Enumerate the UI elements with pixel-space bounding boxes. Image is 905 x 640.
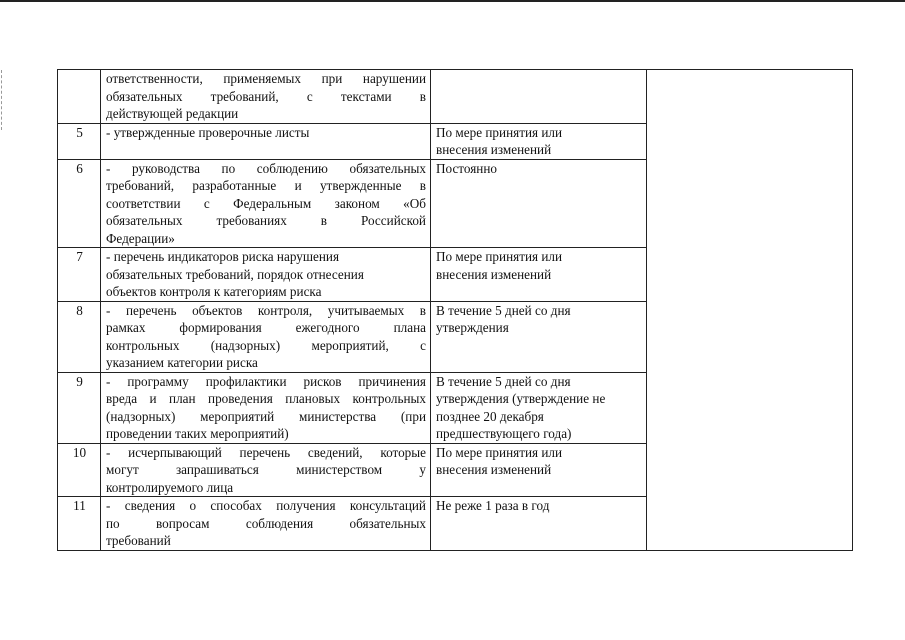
description-line: по вопросам соблюдения обязательных [106,515,426,531]
deadline-line: утверждения [436,320,509,335]
description-line: проведении таких мероприятий) [106,426,289,441]
description-line: - программу профилактики рисков причинения [106,373,426,389]
row-description [101,372,431,443]
row-deadline [431,301,647,372]
description-line: рамках формирования ежегодного плана [106,320,426,335]
description-line: объектов контроля к категориям риска [106,284,322,299]
deadline-line: внесения изменений [436,142,552,157]
row-description [101,443,431,497]
row-description [101,497,431,551]
deadline-line: По мере принятия или [436,444,563,460]
table-row [58,70,853,124]
row-number: 10 [58,443,101,497]
row-deadline [431,443,647,497]
row-description [101,301,431,372]
deadline-line: внесения изменений [436,266,552,282]
deadline-line: внесения изменений [436,462,552,477]
deadline-line: Не реже 1 раза в год [436,498,550,513]
table-body [58,70,853,551]
deadline-line: В течение 5 дней со дня [436,373,571,389]
deadline-line: предшествующего года) [436,426,572,441]
row-number: 7 [58,248,101,302]
deadline-line: По мере принятия или [436,249,563,264]
description-line: - перечень индикаторов риска нарушения [106,249,340,264]
row-number: 9 [58,372,101,443]
row-description [101,159,431,248]
row-description [101,70,431,124]
description-line: обязательных требованиях в Российской [106,213,426,228]
row-number: 5 [58,123,101,159]
row-deadline [431,159,647,248]
deadline-line: В течение 5 дней со дня [436,302,571,318]
row-deadline [431,70,647,124]
description-line: действующей редакции [106,106,239,121]
scan-edge-marks [1,70,4,130]
description-line: контролируемого лица [106,479,234,495]
description-line: соответствии с Федеральным законом «Об [106,195,426,211]
description-line: вреда и план проведения плановых контрольных [106,391,426,406]
row-deadline [431,497,647,551]
row-deadline [431,372,647,443]
page-top-edge [0,0,905,2]
description-line: Федерации» [106,230,175,246]
deadline-line: Постоянно [436,160,498,176]
deadline-line: По мере принятия или [436,124,563,140]
row-number: 8 [58,301,101,372]
deadline-line: утверждения (утверждение не [436,391,606,406]
description-line: - сведения о способах получения консультаций [106,498,426,513]
description-line: ответственности, применяемых при нарушении [106,71,426,86]
description-line: требований [106,533,171,548]
row-number [58,70,101,124]
description-line: (надзорных) мероприятий министерства (при [106,408,426,424]
description-line: - перечень объектов контроля, учитываемых в [106,302,426,318]
row-deadline [431,248,647,302]
deadline-line: позднее 20 декабря [436,408,544,424]
description-line: требований, разработанные и утвержденные в [106,178,426,193]
row-description [101,123,431,159]
description-line: указанием категории риска [106,355,258,370]
row-number: 11 [58,497,101,551]
description-line: обязательных требований, порядок отнесения [106,266,364,282]
description-line: могут запрашиваться министерством у [106,462,426,477]
right-column-cell [647,70,853,551]
row-number: 6 [58,159,101,248]
description-line: контрольных (надзорных) мероприятий, с [106,337,426,353]
description-line: - руководства по соблюдению обязательных [106,160,426,176]
description-line: обязательных требований, с текстами в [106,88,426,104]
description-line: - утвержденные проверочные листы [106,124,310,140]
description-line: - исчерпывающий перечень сведений, которые [106,444,426,460]
measures-table [57,69,853,551]
row-description [101,248,431,302]
row-deadline [431,123,647,159]
